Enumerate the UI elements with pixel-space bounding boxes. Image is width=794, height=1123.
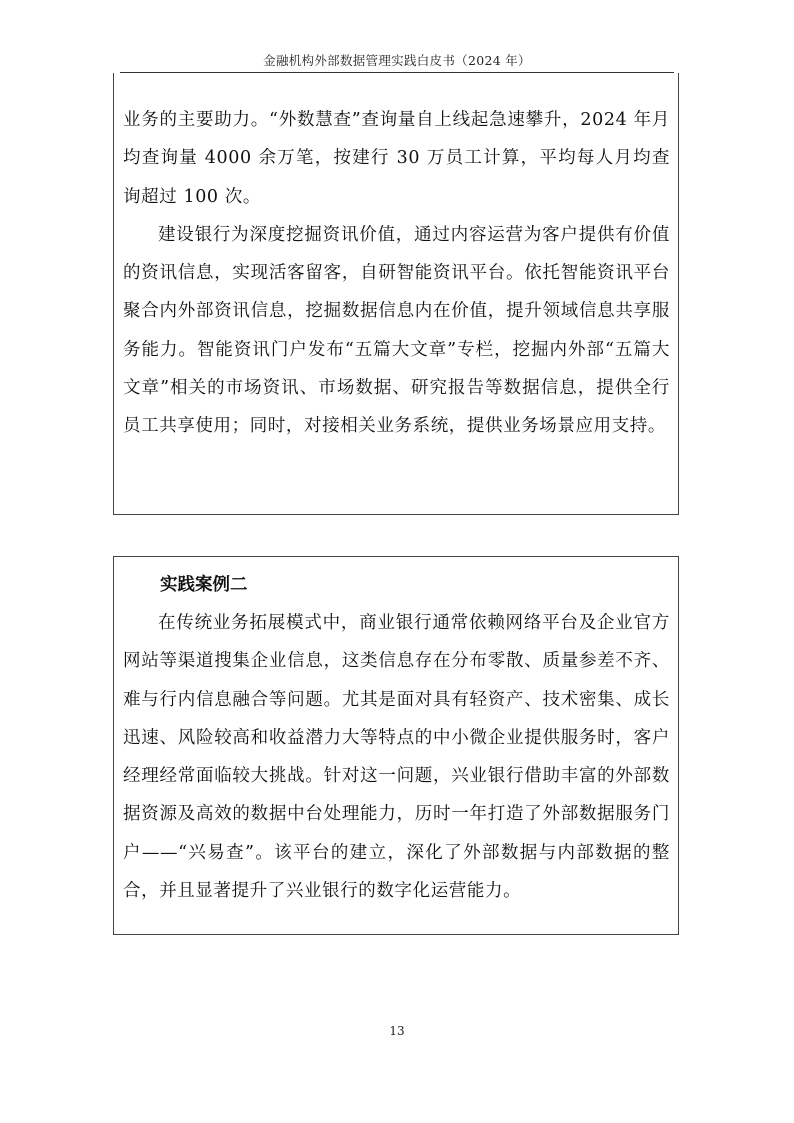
- practice-case-box: [113, 556, 679, 935]
- case-paragraph: 在传统业务拓展模式中，商业银行通常依赖网络平台及企业官方网站等渠道搜集企业信息，这类信息存在分布零散、质量参差不齐、难与行内信息融合等问题。尤其是面对具有轻资产、技术密集、成长迅速、风险较高和收益潜力大等特点的中小微企业提供服务时，客户经理经常面临较大挑战。针对这一问题，兴业银行借助丰富的外部数据资源及高效的数据中台处理能力，历时一年打造了外部数据服务门户——“兴易查”。该平台的建立，深化了外部数据与内部数据的整合，并且显著提升了兴业银行的数字化运营能力。: [123, 613, 670, 902]
- box-paragraph-ccb-info-platform: 建设银行为深度挖掘资讯价值，通过内容运营为客户提供有价值的资讯信息，实现活客留客，自研智能资讯平台。依托智能资讯平台聚合内外部资讯信息，挖掘数据信息内在价值，提升领域信息共享服务能力。智能资讯门户发布“五篇大文章”专栏，挖掘内外部“五篇大文章”相关的市场资讯、市场数据、研究报告等数据信息，提供全行员工共享使用；同时，对接相关业务系统，提供业务场景应用支持。: [123, 224, 670, 437]
- box-paragraph-continued: 业务的主要助力。“外数慧查”查询量自上线起急速攀升，2024 年月均查询量 4000 余万笔，按建行 30 万员工计算，平均每人月均查询超过 100 次。: [123, 110, 670, 207]
- case-heading: 实践案例二: [160, 575, 248, 595]
- page-number: 13: [389, 1024, 405, 1038]
- case-continuation-box: [113, 73, 679, 515]
- running-header: 金融机构外部数据管理实践白皮书（2024 年）: [263, 53, 531, 68]
